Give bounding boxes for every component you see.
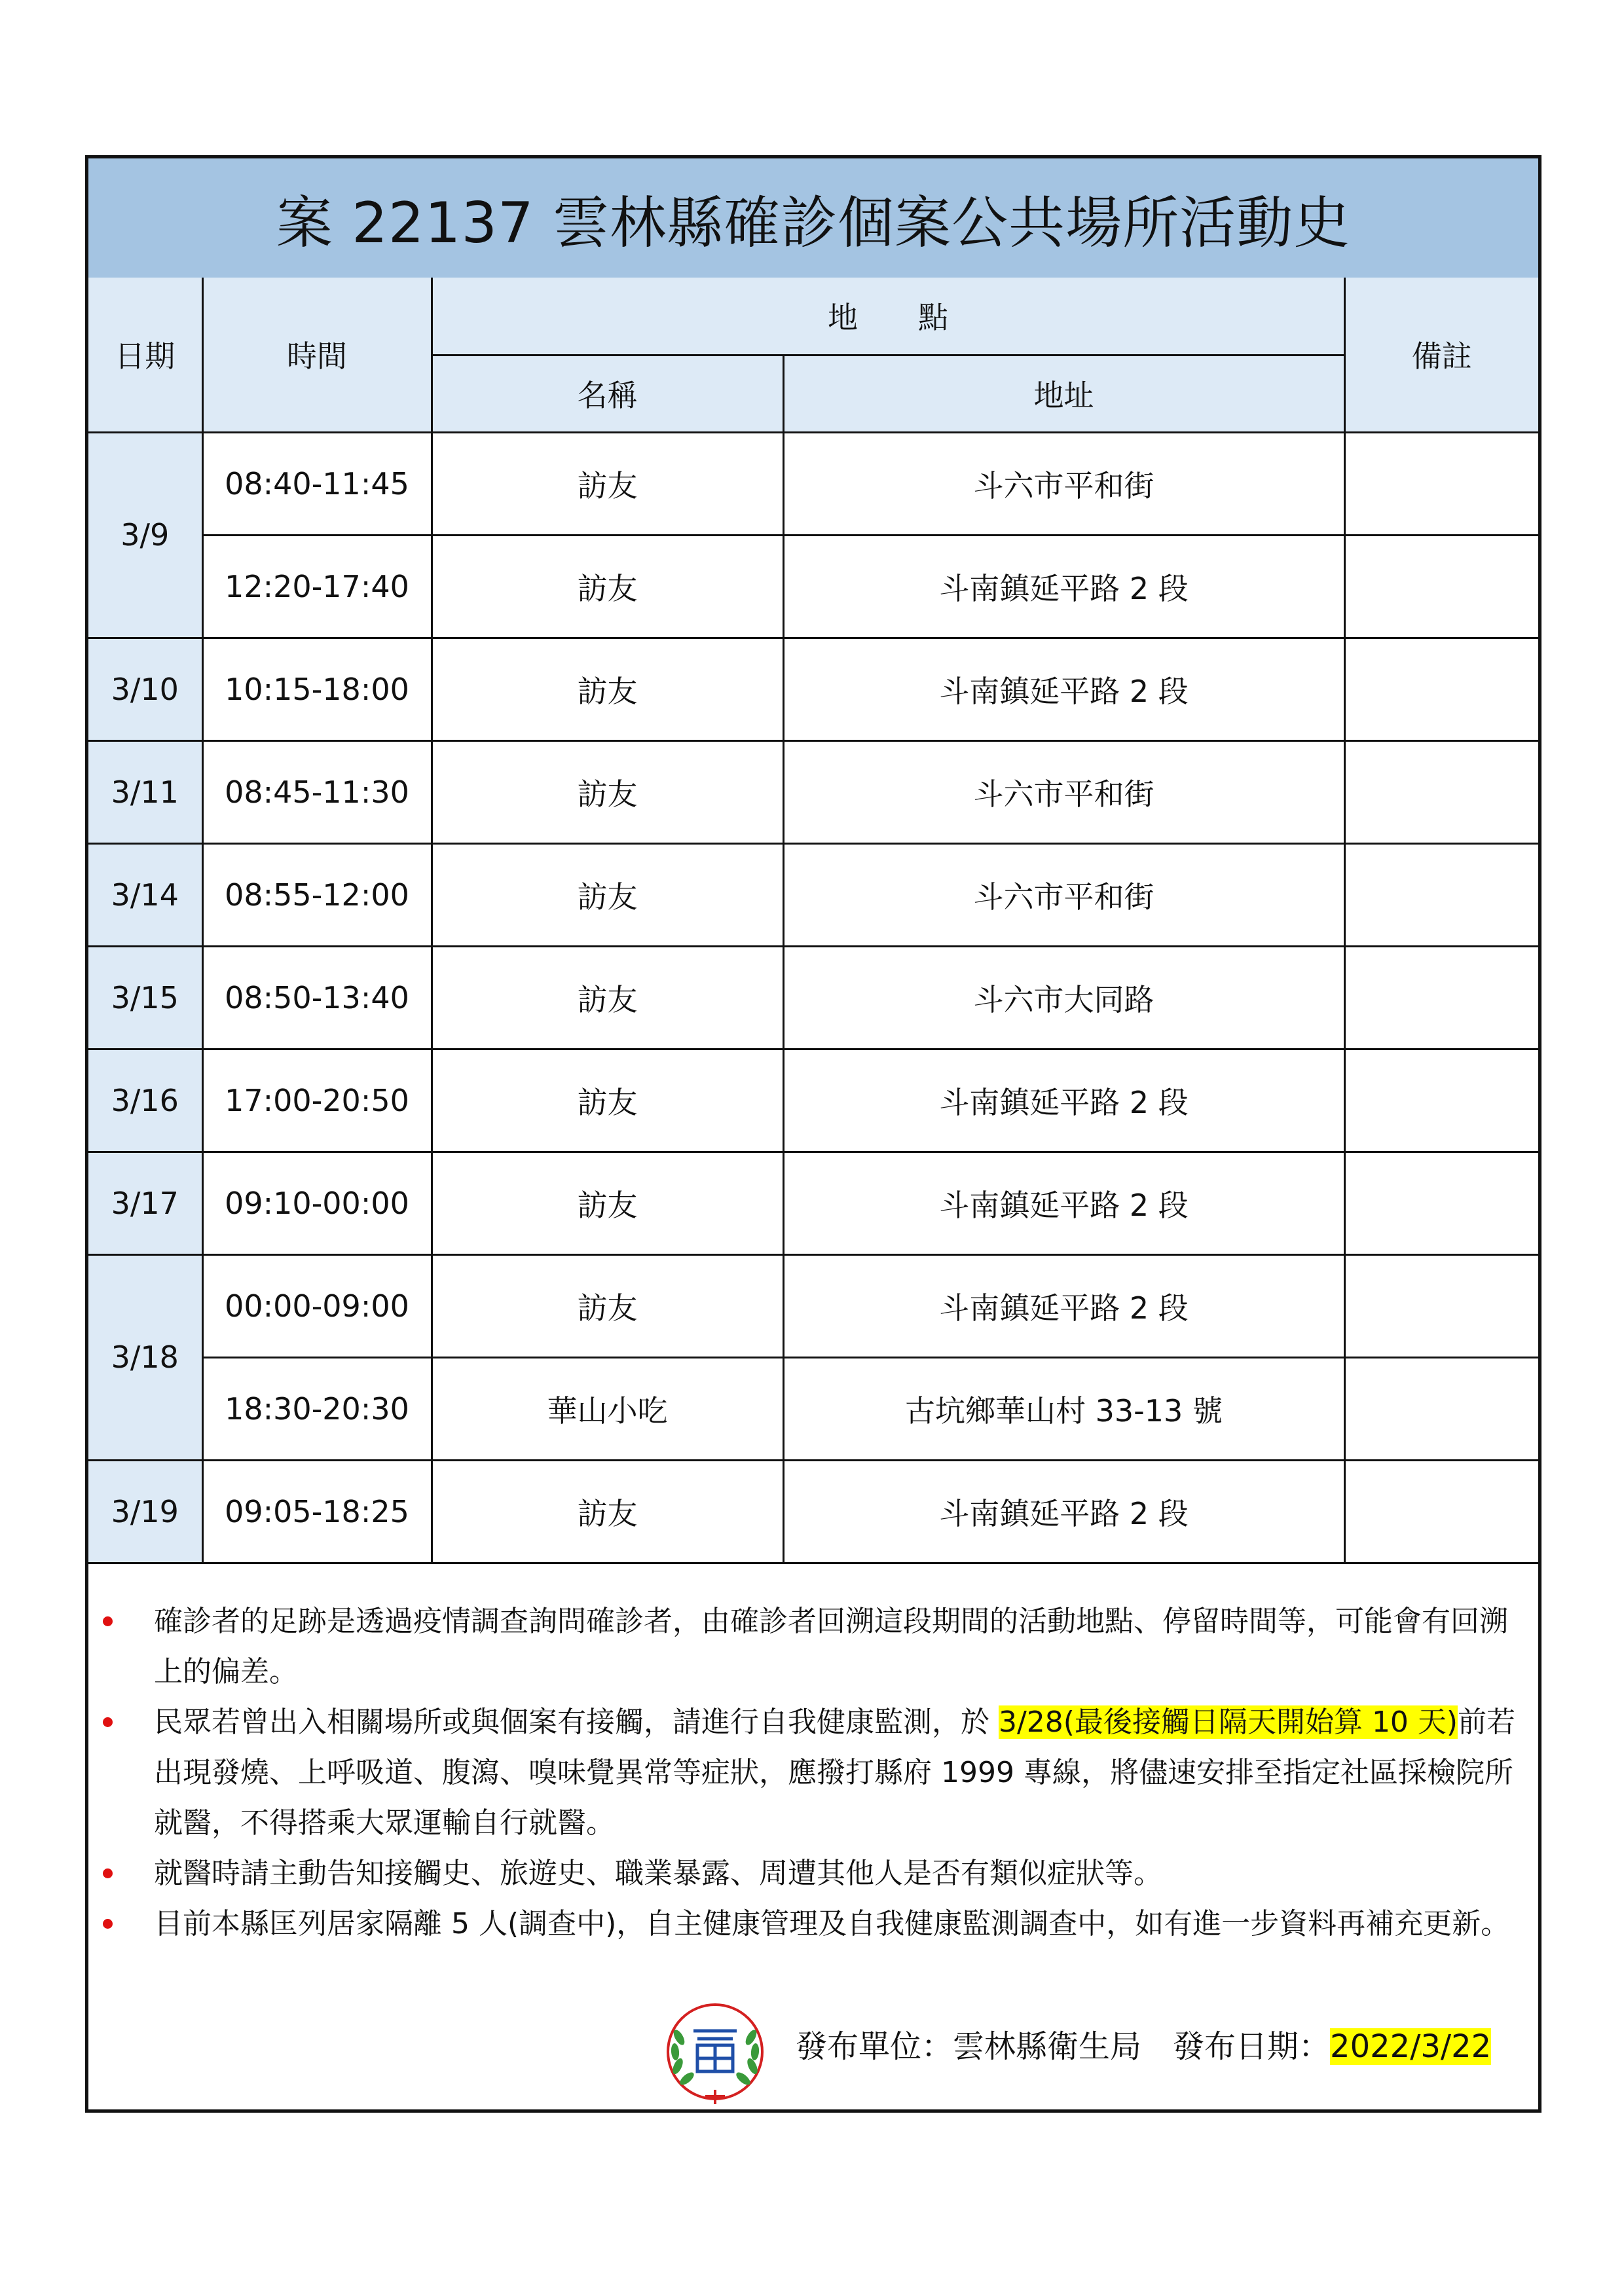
note-item bbox=[88, 1899, 1538, 1949]
publish-info bbox=[796, 2019, 1491, 2074]
cell-date: 3/11 bbox=[88, 740, 202, 843]
cell-name: 訪友 bbox=[432, 1049, 783, 1152]
cell-address: 斗南鎮延平路 2 段 bbox=[783, 1254, 1344, 1357]
cell-address: 斗南鎮延平路 2 段 bbox=[783, 638, 1344, 740]
cell-name: 訪友 bbox=[432, 1254, 783, 1357]
header-location: 地 點 bbox=[432, 278, 1344, 355]
bullet-icon bbox=[103, 1616, 113, 1626]
cell-date: 3/14 bbox=[88, 843, 202, 946]
table-row bbox=[88, 740, 1538, 843]
cell-time: 08:50-13:40 bbox=[202, 946, 432, 1049]
note-item bbox=[88, 1697, 1538, 1848]
cell-address: 斗南鎮延平路 2 段 bbox=[783, 1049, 1344, 1152]
cell-remark bbox=[1344, 432, 1538, 535]
table-row bbox=[88, 432, 1538, 535]
table-body bbox=[88, 432, 1538, 1563]
cell-remark bbox=[1344, 1460, 1538, 1563]
cell-date: 3/15 bbox=[88, 946, 202, 1049]
note-text: 就醫時請主動告知接觸史、旅遊史、職業暴露、周遭其他人是否有類似症狀等。 bbox=[154, 1857, 1162, 1890]
note-text: 民眾若曾出入相關場所或與個案有接觸，請進行自我健康監測，於 bbox=[154, 1705, 999, 1739]
notes-section bbox=[88, 1596, 1538, 1949]
cell-time: 08:40-11:45 bbox=[202, 432, 432, 535]
cell-name: 訪友 bbox=[432, 638, 783, 740]
note-item bbox=[88, 1596, 1538, 1697]
publish-date-label: 發布日期： bbox=[1173, 2028, 1331, 2065]
page-title: 案 22137 雲林縣確診個案公共場所活動史 bbox=[88, 158, 1538, 280]
note-item bbox=[88, 1848, 1538, 1899]
cell-time: 10:15-18:00 bbox=[202, 638, 432, 740]
cell-remark bbox=[1344, 1152, 1538, 1254]
bullet-icon bbox=[103, 1868, 113, 1878]
cell-time: 17:00-20:50 bbox=[202, 1049, 432, 1152]
table-row bbox=[88, 843, 1538, 946]
highlighted-deadline: 3/28(最後接觸日隔天開始算 10 天) bbox=[998, 1705, 1458, 1739]
cell-address: 斗六市平和街 bbox=[783, 740, 1344, 843]
cell-time: 18:30-20:30 bbox=[202, 1357, 432, 1460]
cell-name: 訪友 bbox=[432, 843, 783, 946]
table-row bbox=[88, 1049, 1538, 1152]
header-address: 地址 bbox=[783, 355, 1344, 432]
table-row bbox=[88, 1460, 1538, 1563]
cell-remark bbox=[1344, 535, 1538, 638]
bullet-icon bbox=[103, 1717, 113, 1727]
cell-remark bbox=[1344, 638, 1538, 740]
cell-name: 訪友 bbox=[432, 946, 783, 1049]
document-frame bbox=[85, 155, 1541, 2113]
cell-date: 3/9 bbox=[88, 432, 202, 638]
publisher-label: 發布單位：雲林縣衛生局 bbox=[796, 2028, 1142, 2065]
cell-time: 12:20-17:40 bbox=[202, 535, 432, 638]
cell-address: 斗六市平和街 bbox=[783, 843, 1344, 946]
cell-remark bbox=[1344, 1049, 1538, 1152]
cell-remark bbox=[1344, 740, 1538, 843]
cell-time: 08:55-12:00 bbox=[202, 843, 432, 946]
cell-remark bbox=[1344, 1254, 1538, 1357]
footer bbox=[88, 1998, 1538, 2103]
cell-remark bbox=[1344, 1357, 1538, 1460]
cell-date: 3/18 bbox=[88, 1254, 202, 1460]
cell-time: 00:00-09:00 bbox=[202, 1254, 432, 1357]
publish-date: 2022/3/22 bbox=[1330, 2028, 1492, 2065]
cell-name: 訪友 bbox=[432, 740, 783, 843]
table-row bbox=[88, 535, 1538, 638]
cell-name: 訪友 bbox=[432, 535, 783, 638]
table-row bbox=[88, 1254, 1538, 1357]
health-bureau-seal-icon bbox=[659, 1998, 771, 2109]
cell-date: 3/10 bbox=[88, 638, 202, 740]
cell-time: 08:45-11:30 bbox=[202, 740, 432, 843]
cell-address: 古坑鄉華山村 33-13 號 bbox=[783, 1357, 1344, 1460]
header-date: 日期 bbox=[88, 278, 202, 432]
cell-date: 3/16 bbox=[88, 1049, 202, 1152]
activity-table bbox=[88, 278, 1538, 1564]
cell-date: 3/19 bbox=[88, 1460, 202, 1563]
note-text: 前若出現發燒、上呼吸道、腹瀉、嗅味覺異常等症狀，應撥打縣府 1999 專線，將儘速安排至指定社區採檢院所就醫，不得搭乘大眾運輸自行就醫。 bbox=[154, 1705, 1516, 1840]
cell-address: 斗六市大同路 bbox=[783, 946, 1344, 1049]
note-text: 目前本縣匡列居家隔離 5 人(調查中)，自主健康管理及自我健康監測調查中，如有進一步資料再補充更新。 bbox=[154, 1907, 1510, 1941]
cell-remark bbox=[1344, 843, 1538, 946]
cell-time: 09:05-18:25 bbox=[202, 1460, 432, 1563]
note-text: 確診者的足跡是透過疫情調查詢問確診者，由確診者回溯這段期間的活動地點、停留時間等，可能會有回溯上的偏差。 bbox=[154, 1605, 1508, 1688]
cell-name: 訪友 bbox=[432, 1460, 783, 1563]
cell-address: 斗南鎮延平路 2 段 bbox=[783, 535, 1344, 638]
header-remark: 備註 bbox=[1344, 278, 1538, 432]
table-row bbox=[88, 1152, 1538, 1254]
header-name: 名稱 bbox=[432, 355, 783, 432]
cell-name: 華山小吃 bbox=[432, 1357, 783, 1460]
cell-address: 斗六市平和街 bbox=[783, 432, 1344, 535]
cell-address: 斗南鎮延平路 2 段 bbox=[783, 1460, 1344, 1563]
table-row bbox=[88, 1357, 1538, 1460]
table-row bbox=[88, 946, 1538, 1049]
table-row bbox=[88, 638, 1538, 740]
cell-name: 訪友 bbox=[432, 1152, 783, 1254]
cell-remark bbox=[1344, 946, 1538, 1049]
bullet-icon bbox=[103, 1919, 113, 1929]
cell-address: 斗南鎮延平路 2 段 bbox=[783, 1152, 1344, 1254]
header-time: 時間 bbox=[202, 278, 432, 432]
cell-date: 3/17 bbox=[88, 1152, 202, 1254]
cell-name: 訪友 bbox=[432, 432, 783, 535]
cell-time: 09:10-00:00 bbox=[202, 1152, 432, 1254]
